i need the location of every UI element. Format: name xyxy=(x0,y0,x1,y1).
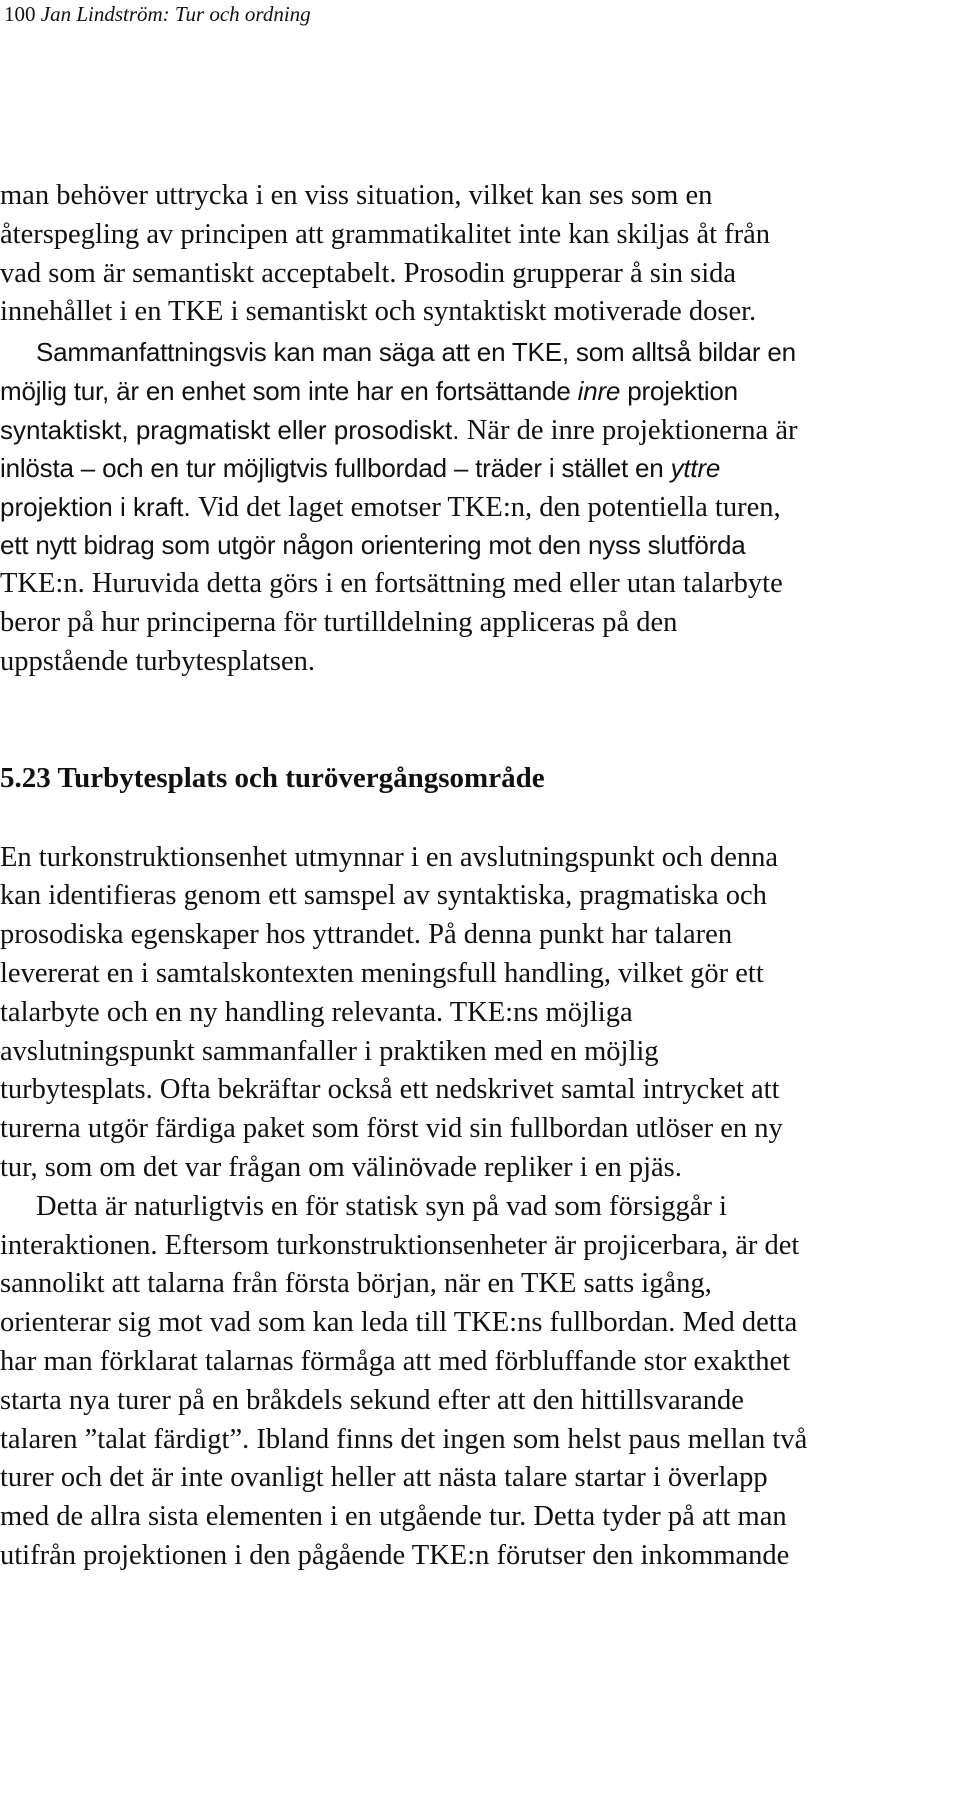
text-line: med de allra sista elementen i en utgående tur. Detta tyder på att man xyxy=(0,1501,787,1532)
text-line: orienterar sig mot vad som kan leda till TKE:ns fullbordan. Med detta xyxy=(0,1307,798,1338)
section-heading: 5.23 Turbytesplats och turövergångsområde xyxy=(0,762,545,794)
text-line: utifrån projektionen i den pågående TKE:n förutser den inkommande xyxy=(0,1540,790,1571)
author-title: Jan Lindström: Tur och ordning xyxy=(40,2,311,26)
text-line: har man förklarat talarnas förmåga att med förbluffande stor exakthet xyxy=(0,1346,791,1377)
text-line: talaren ”talat färdigt”. Ibland finns det ingen som helst paus mellan två xyxy=(0,1424,808,1455)
text-run: När de inre projektionerna är xyxy=(466,415,798,446)
text-run: Sammanfattningsvis kan man säga att en TKE, som alltså bildar en xyxy=(36,337,796,367)
page-number: 100 xyxy=(4,2,36,26)
running-head xyxy=(4,2,311,26)
text-line: interaktionen. Eftersom turkonstruktionsenheter är projicerbara, är det xyxy=(0,1230,800,1261)
emphasis: yttre xyxy=(670,453,721,483)
text-line: TKE:n. Huruvida detta görs i en fortsättning med eller utan talarbyte xyxy=(0,568,783,599)
text-line: vad som är semantiskt acceptabelt. Prosodin grupperar å sin sida xyxy=(0,258,737,289)
text-line: talarbyte och en ny handling relevanta. TKE:ns möjliga xyxy=(0,997,633,1028)
text-line: prosodiska egenskaper hos yttrandet. På denna punkt har talaren xyxy=(0,919,733,950)
text-line xyxy=(0,373,738,409)
text-line: tur, som om det var frågan om välinövade repliker i en pjäs. xyxy=(0,1152,682,1183)
text-run: möjlig tur, är en enhet som inte har en fortsättande xyxy=(0,376,578,406)
text-line: levererat en i samtalskontexten meningsfull handling, vilket gör ett xyxy=(0,958,764,989)
text-line: turbytesplats. Ofta bekräftar också ett nedskrivet samtal intrycket att xyxy=(0,1074,780,1105)
text-run: inlösta – och en tur möjligtvis fullbordad – träder i stället en xyxy=(0,453,671,483)
text-line: man behöver uttrycka i en viss situation, vilket kan ses som en xyxy=(0,180,713,211)
text-run: syntaktiskt, pragmatiskt eller prosodiskt. xyxy=(0,415,467,445)
text-line: En turkonstruktionsenhet utmynnar i en avslutningspunkt och denna xyxy=(0,842,779,873)
text-line xyxy=(36,334,796,370)
text-line: kan identifieras genom ett samspel av syntaktiska, pragmatiska och xyxy=(0,880,767,911)
text-line: ett nytt bidrag som utgör någon orientering mot den nyss slutförda xyxy=(0,530,746,560)
text-run: projektion i kraft. xyxy=(0,492,198,522)
text-line: turerna utgör färdiga paket som först vid sin fullbordan utlöser en ny xyxy=(0,1113,783,1144)
text-line: innehållet i en TKE i semantiskt och syntaktiskt motiverade doser. xyxy=(0,296,757,327)
text-line: sannolikt att talarna från första början, när en TKE satts igång, xyxy=(0,1268,712,1299)
text-run: Vid det laget emotser TKE:n, den potentiella turen, xyxy=(197,492,781,523)
text-line: beror på hur principerna för turtilldelning appliceras på den xyxy=(0,607,678,638)
text-line xyxy=(0,489,781,526)
text-run: projektion xyxy=(620,376,738,406)
text-line xyxy=(0,412,797,449)
text-line: återspegling av principen att grammatikalitet inte kan skiljas åt från xyxy=(0,219,771,250)
text-line: turer och det är inte ovanligt heller att nästa talare startar i överlapp xyxy=(0,1462,768,1493)
text-line xyxy=(0,450,720,486)
text-line: uppstående turbytesplatsen. xyxy=(0,646,316,677)
emphasis: inre xyxy=(577,376,621,406)
text-line: starta nya turer på en bråkdels sekund efter att den hittillsvarande xyxy=(0,1385,744,1416)
text-line: Detta är naturligtvis en för statisk syn på vad som försiggår i xyxy=(36,1191,727,1222)
text-line: avslutningspunkt sammanfaller i praktiken med en möjlig xyxy=(0,1036,659,1067)
